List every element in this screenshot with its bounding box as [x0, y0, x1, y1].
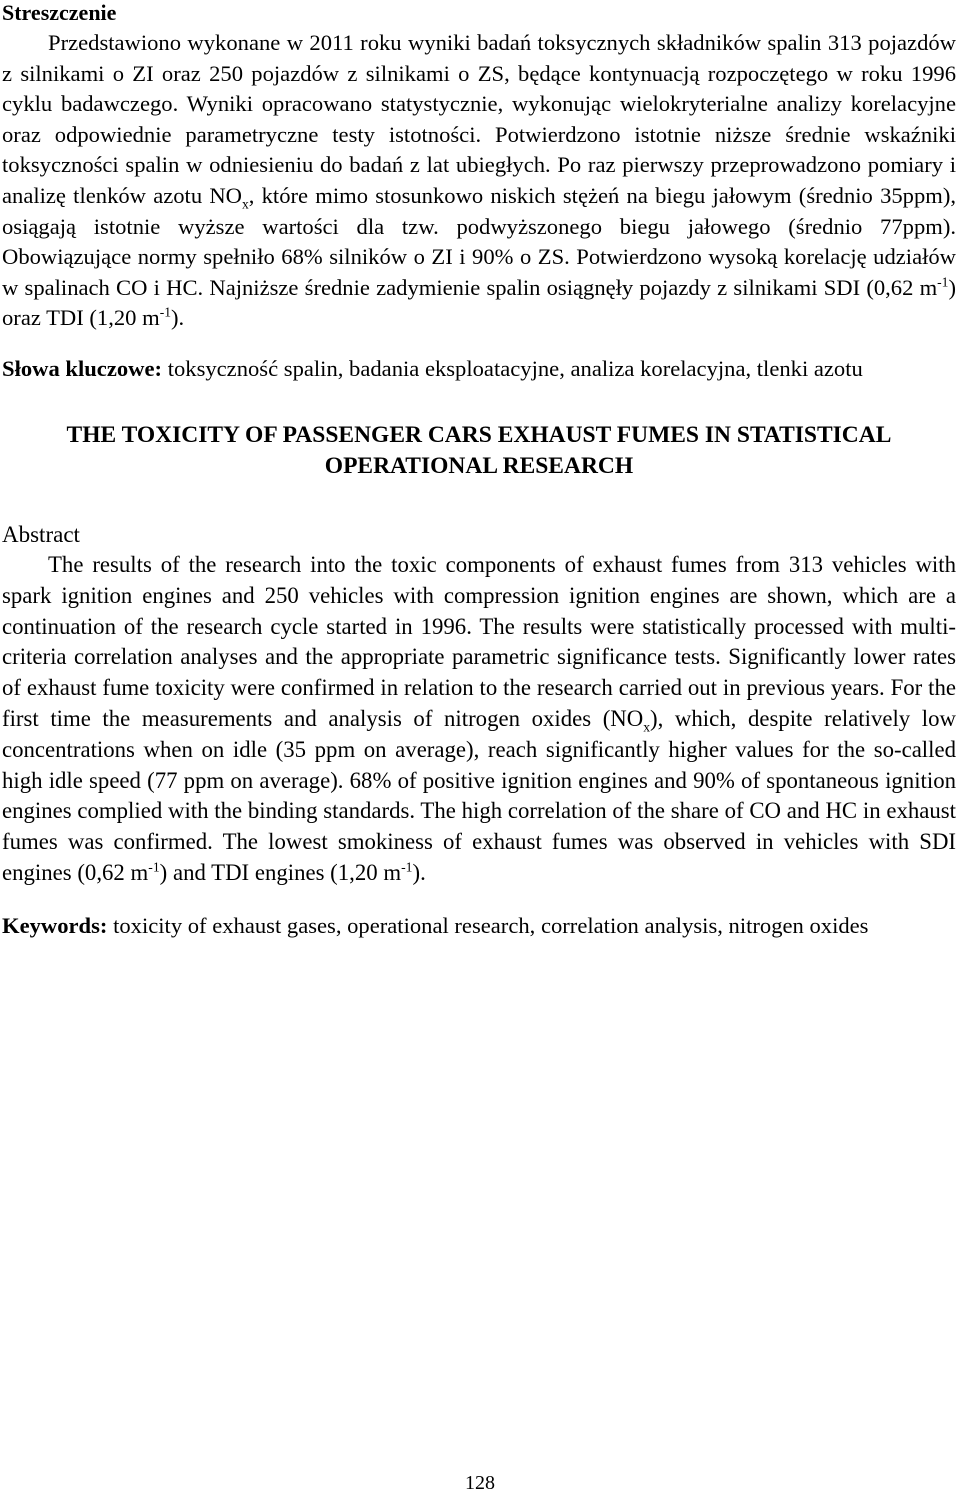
- abstract-heading: Abstract: [2, 521, 80, 547]
- tdi-unit-superscript-en: -1: [401, 859, 413, 875]
- streszczenie-text-3: ) oraz TDI (1,20 m: [2, 274, 956, 331]
- abstract-text-2: ), which, despite relatively low concentrations when on idle (35 ppm on average), reach significantly higher values for the so-called high idle speed (77 ppm on average). 68% of positive ignition engines and 90% of spontaneous ignition engines complied with the binding standards. The high correlation of the share of CO and HC in exhaust fumes was confirmed. The lowest smokiness of exhaust fumes was observed in vehicles with SDI engines (0,62 m: [2, 705, 956, 885]
- streszczenie-text-2: , które mimo stosunkowo niskich stężeń na biegu jałowym (średnio 35ppm), osiągają istotnie wyższe wartości dla tzw. podwyższonego biegu jałowego (średnio 77ppm). Obowiązujące normy spełniło 68% silników o ZI i 90% o ZS. Potwierdzono wysoką korelację udziałów w spalinach CO i HC. Najniższe średnie zadymienie spalin osiągnęły pojazdy z silnikami SDI (0,62 m: [2, 182, 957, 300]
- nox-subscript: x: [241, 196, 249, 212]
- abstract-text-4: ).: [412, 859, 426, 885]
- streszczenie-text-4: ).: [171, 305, 185, 331]
- slowa-kluczowe: [2, 354, 956, 384]
- sdi-unit-superscript-en: -1: [148, 859, 160, 875]
- keywords-label: Keywords:: [2, 912, 108, 938]
- keywords: [2, 911, 956, 941]
- nox-subscript-en: x: [643, 719, 651, 735]
- keywords-text: toxicity of exhaust gases, operational research, correlation analysis, nitrogen oxides: [107, 912, 869, 938]
- slowa-kluczowe-text: toksyczność spalin, badania eksploatacyjne, analiza korelacyjna, tlenki azotu: [162, 355, 863, 381]
- streszczenie-paragraph: [2, 28, 956, 334]
- abstract-text-1: The results of the research into the toxic components of exhaust fumes from 313 vehicles with spark ignition engines and 250 vehicles with compression ignition engines are shown, which are a continuation of the research cycle started in 1996. The results were statistically processed with multi-criteria correlation analyses and the appropriate parametric significance tests. Significantly lower rates of exhaust fume toxicity were confirmed in relation to the research carried out in previous years. For the first time the measurements and analysis of nitrogen oxides (NO: [2, 551, 956, 731]
- abstract-text-3: ) and TDI engines (1,20 m: [159, 859, 402, 885]
- page-number: 128: [465, 1472, 495, 1494]
- streszczenie-heading: Streszczenie: [2, 0, 117, 25]
- abstract-paragraph: [2, 550, 956, 889]
- tdi-unit-superscript: -1: [159, 304, 171, 320]
- slowa-kluczowe-label: Słowa kluczowe:: [2, 355, 163, 381]
- streszczenie-text-1: Przedstawiono wykonane w 2011 roku wyniki badań toksycznych składników spalin 313 pojazdów z silnikami o ZI oraz 250 pojazdów z silnikami o ZS, będące kontynuacją rozpoczętego w roku 1996 cyklu badawczego. Wyniki opracowano statystycznie, wykonując wielokryterialne analizy korelacyjne oraz odpowiednie parametryczne testy istotności. Potwierdzono istotnie niższe średnie wskaźniki toksyczności spalin w odniesieniu do badań z lat ubiegłych. Po raz pierwszy przeprowadzono pomiary i analizę tlenków azotu NO: [2, 30, 956, 208]
- english-title: THE TOXICITY OF PASSENGER CARS EXHAUST FUMES IN STATISTICAL OPERATIONAL RESEARCH: [66, 421, 892, 479]
- sdi-unit-superscript: -1: [937, 274, 949, 290]
